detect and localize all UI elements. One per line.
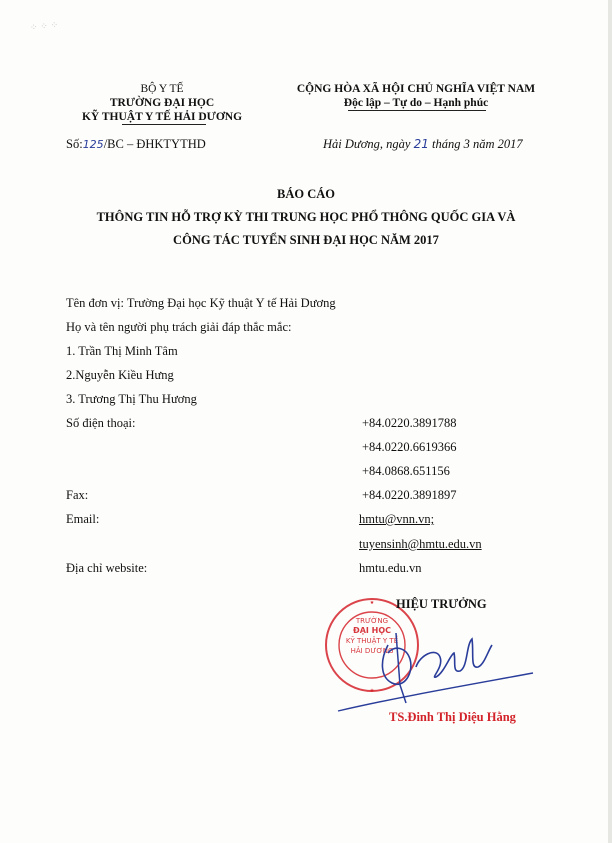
signer-name: TS.Đinh Thị Diệu Hằng — [389, 710, 516, 724]
scan-smudge: ⁘ ⁘ ⁘ — [29, 20, 59, 34]
ministry-name: BỘ Y TẾ — [140, 83, 184, 95]
email-2-link[interactable]: tuyensinh@hmtu.edu.vn — [359, 537, 482, 551]
website-label: Địa chỉ website: — [66, 561, 148, 575]
title-line3: CÔNG TÁC TUYỂN SINH ĐẠI HỌC NĂM 2017 — [173, 233, 439, 247]
person-2: 2.Nguyễn Kiều Hưng — [66, 368, 174, 382]
signature-underline — [338, 673, 533, 711]
stamp-line1: TRƯỜNG — [355, 617, 389, 625]
fax-number: +84.0220.3891897 — [362, 488, 457, 502]
header-right — [276, 82, 556, 110]
stamp-star: ★ — [369, 600, 375, 606]
responsible-label: Họ và tên người phụ trách giải đáp thắc mắc: — [66, 320, 292, 334]
stamp-line2: ĐẠI HỌC — [352, 626, 392, 635]
school-name-line1: TRƯỜNG ĐẠI HỌC — [109, 97, 215, 109]
handwritten-signature — [318, 615, 538, 725]
email-1-link[interactable]: hmtu@vnn.vn; — [359, 512, 435, 526]
scan-edge — [608, 0, 612, 843]
signer-position: HIỆU TRƯỞNG — [396, 597, 487, 611]
report-title — [0, 183, 612, 252]
website-link[interactable]: hmtu.edu.vn — [359, 561, 422, 575]
phone-1: +84.0220.3891788 — [362, 416, 457, 430]
stamp-line4: HẢI DƯƠNG — [350, 647, 394, 655]
signature-stroke-3 — [416, 639, 492, 677]
date-prefix: Hải Dương, ngày — [323, 137, 411, 151]
fax-label: Fax: — [66, 488, 89, 502]
document-date — [323, 137, 523, 152]
doc-number-prefix: Số: — [66, 137, 83, 151]
header-left — [52, 82, 272, 124]
date-day-handwritten: 21 — [413, 137, 429, 151]
school-name-line2: KỸ THUẬT Y TẾ HẢI DƯƠNG — [81, 111, 243, 123]
person-3: 3. Trương Thị Thu Hương — [66, 392, 197, 406]
header-left-underline — [122, 124, 206, 125]
phone-2: +84.0220.6619366 — [362, 440, 457, 454]
signature-stroke-2 — [396, 633, 406, 703]
stamp-line3: KỸ THUẬT Y TẾ — [345, 637, 399, 645]
national-motto: Độc lập – Tự do – Hạnh phúc — [343, 97, 489, 109]
document-number — [66, 137, 206, 152]
stamp-star-bottom: ★ — [369, 688, 375, 694]
motto-underline — [348, 110, 486, 111]
date-suffix: tháng 3 năm 2017 — [431, 137, 523, 151]
person-1: 1. Trần Thị Minh Tâm — [66, 344, 178, 358]
doc-number-handwritten: 125 — [82, 138, 104, 151]
phone-3: +84.0868.651156 — [362, 464, 450, 478]
email-label: Email: — [66, 512, 100, 526]
doc-number-suffix: /BC – ĐHKTYTHD — [103, 137, 206, 151]
phone-label: Số điện thoại: — [66, 416, 136, 430]
country-name: CỘNG HÒA XÃ HỘI CHỦ NGHĨA VIỆT NAM — [296, 83, 536, 95]
unit-name: Tên đơn vị: Trường Đại học Kỹ thuật Y tế Hải Dương — [66, 296, 336, 310]
title-line2: THÔNG TIN HỖ TRỢ KỲ THI TRUNG HỌC PHỔ THÔNG QUỐC GIA VÀ — [96, 210, 516, 224]
title-line1: BÁO CÁO — [277, 187, 335, 201]
